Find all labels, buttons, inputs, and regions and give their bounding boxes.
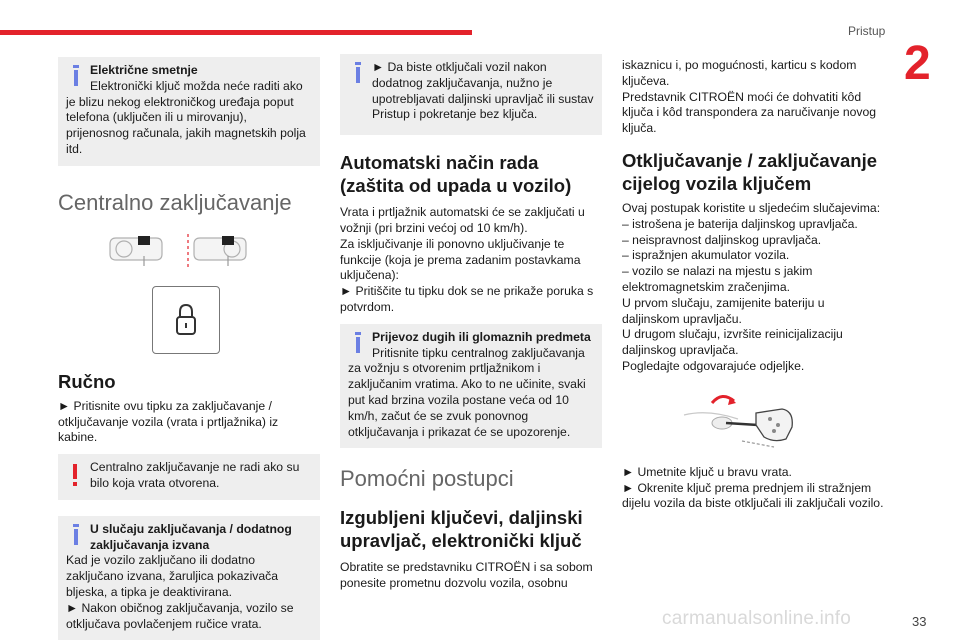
- info-box-title: U slučaju zaključavanja / dodatnog zaključavanja izvana: [90, 521, 292, 552]
- column-1: [58, 52, 320, 640]
- header-red-bar: [0, 30, 472, 35]
- info-box-text-2: ► Nakon običnog zaključavanja, vozilo se otključava povlačenjem ručice vrata.: [66, 600, 294, 631]
- info-box-long-objects: [340, 324, 602, 449]
- auxiliary-procedures-title: Pomoćni postupci: [340, 466, 514, 492]
- manual-text: ► Pritisnite ovu tipku za zaključavanje / otključavanje vozila (vrata i prtljažnika) iz kabine.: [58, 398, 279, 445]
- info-box-text: Pritisnite tipku centralnog zaključavanja za vožnju s otvorenim prtljažnikom i zaključanim vratima. Ako to ne učinite, svaki put kad brzina vozila postane veća od 10 km/h, začut će se zvuk ponovnog otključavanja i prikazat će se upozorenje.: [348, 345, 586, 439]
- section-name: Pristup: [848, 24, 886, 38]
- info-box-text: ► Da biste otključali vozil nakon dodatnog zaključavanja, nužno je upotrebljavati daljinski upravljač ili sustav Pristup i pokretanje bez ključa.: [372, 60, 594, 122]
- cont-text-2: Predstavnik CITROËN moći će dohvatiti kôd ključa i kôd transpondera za naručivanje novog ključa.: [622, 89, 877, 136]
- step-2: ► Okrenite ključ prema prednjem ili stražnjem dijelu vozila da biste otključali ili zaključali vozilo.: [622, 480, 884, 511]
- steering-wheel-icon: [58, 230, 320, 274]
- page-number: 33: [912, 614, 927, 629]
- lock-button-illustration: [152, 286, 220, 354]
- info-icon: [355, 332, 362, 353]
- info-box-external-locking: [58, 516, 320, 640]
- watermark: carmanualsonline.info: [662, 608, 852, 629]
- info-icon: [73, 65, 80, 86]
- central-locking-title: Centralno zaključavanje: [58, 189, 292, 215]
- info-icon: [73, 524, 80, 545]
- unlock-intro: Ovaj postupak koristite u sljedećim slučajevima:: [622, 200, 881, 215]
- list-item: – ispražnjen akumulator vozila.: [622, 248, 790, 263]
- info-box-text: Kad je vozilo zaključano ili dodatno zaključano izvana, žaruljica pokazivača bljeska, a tipka je deaktivirana.: [66, 553, 279, 599]
- warning-box: [58, 454, 320, 500]
- info-box-title: Električne smetnje: [90, 63, 198, 77]
- text-see-sections: Pogledajte odgovarajuće odjeljke.: [622, 358, 805, 373]
- lost-keys-title: Izgubljeni ključevi, daljinski upravljač, elektronički ključ: [340, 507, 583, 552]
- auto-mode-title: Automatski način rada (zaštita od upada u vozilo): [340, 152, 572, 197]
- auto-text-1: Vrata i prtljažnik automatski će se zaključati u vožnji (pri brzini većoj od 10 km/h).: [340, 205, 585, 235]
- auto-text-3: ► Pritiščite tu tipku dok se ne prikaže poruka s potvrdom.: [340, 284, 594, 314]
- text-second-case: U drugom slučaju, izvršite reinicijalizaciju daljinskog upravljača.: [622, 327, 843, 358]
- key-lock-icon: [678, 389, 808, 457]
- list-item: – vozilo se nalazi na mjestu s jakim elektromagnetskim zračenjima.: [622, 264, 813, 294]
- chapter-number: 2: [904, 37, 931, 90]
- cases-list: [622, 217, 884, 296]
- column-3: [622, 52, 884, 512]
- key-in-door-illustration: [678, 389, 808, 457]
- column-2: [340, 52, 602, 592]
- text-first-case: U prvom slučaju, zamijenite bateriju u daljinskom upravljaču.: [622, 295, 825, 326]
- unlock-with-key-title: Otključavanje / zaključavanje cijelog vozila ključem: [622, 149, 878, 194]
- step-1: ► Umetnite ključ u bravu vrata.: [622, 464, 792, 479]
- list-item: – istrošena je baterija daljinskog upravljača.: [622, 216, 858, 231]
- steering-wheel-illustration: [58, 230, 320, 274]
- padlock-icon: [153, 287, 219, 353]
- cont-text-1: iskaznicu i, po mogućnosti, karticu s kodom ključeva.: [622, 58, 857, 88]
- info-box-deadlock-unlock: [340, 54, 602, 135]
- manual-title: Ručno: [58, 370, 116, 392]
- list-item: – neispravnost daljinskog upravljača.: [622, 232, 822, 247]
- info-box-title: Prijevoz dugih ili glomaznih predmeta: [372, 329, 591, 344]
- info-box-electric-interference: [58, 57, 320, 166]
- warning-icon: [73, 464, 78, 486]
- info-box-text: Elektronički ključ možda neće raditi ako je blizu nekog elektroničkog uređaja poput telefona (uključen ili u mirovanju), prijenosnog računala, jakih magnetskih polja itd.: [66, 78, 306, 156]
- warning-text: Centralno zaključavanje ne radi ako su bilo koja vrata otvorena.: [90, 460, 300, 490]
- lost-keys-text: Obratite se predstavniku CITROËN i sa sobom ponesite prometnu dozvolu vozila, osobnu: [340, 560, 593, 591]
- info-icon: [355, 62, 362, 83]
- auto-text-2: Za isključivanje ili ponovno uključivanje te funkcije (koja je prema zadanim postavkama uključena):: [340, 236, 581, 283]
